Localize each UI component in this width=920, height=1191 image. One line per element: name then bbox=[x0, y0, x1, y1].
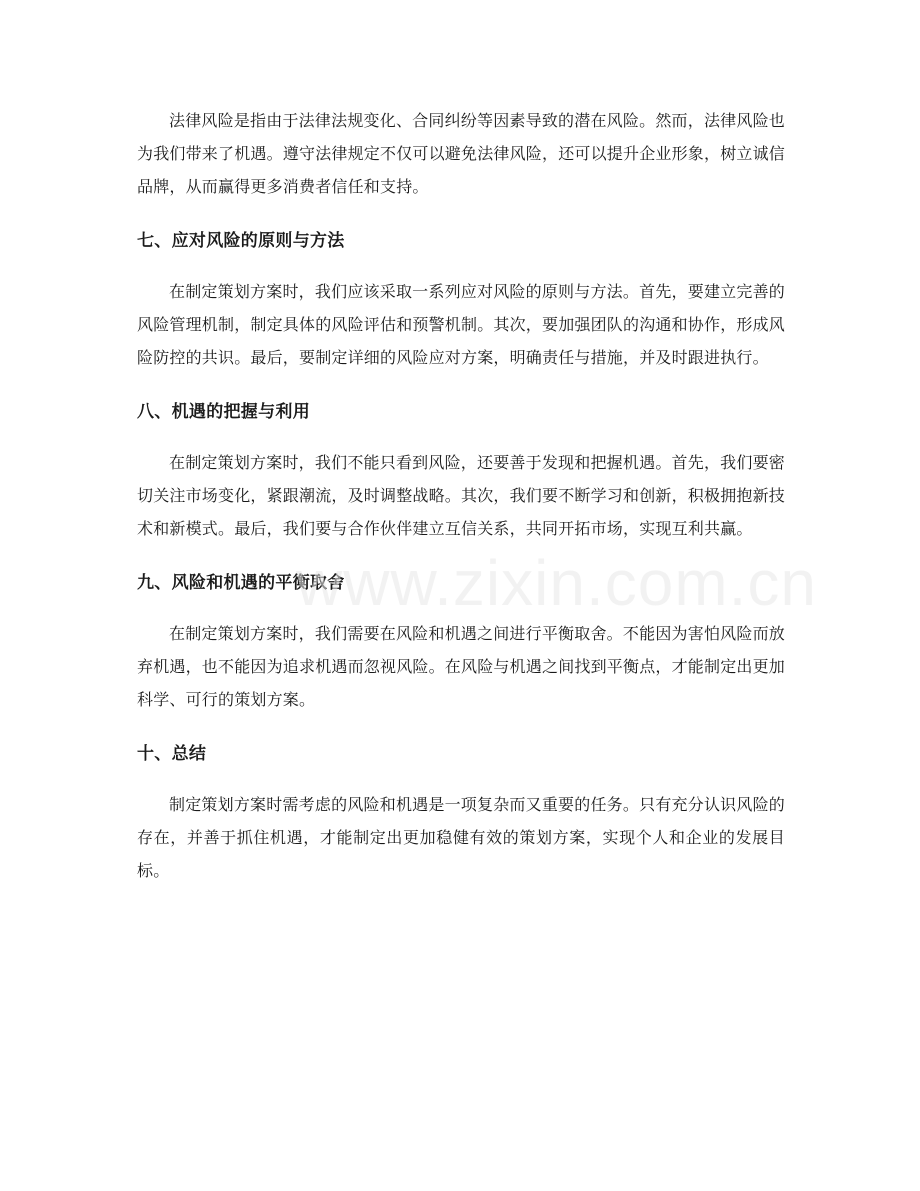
spacer bbox=[137, 374, 785, 396]
document-body bbox=[137, 104, 785, 887]
spacer bbox=[137, 429, 785, 446]
section-heading-9: 九、风险和机遇的平衡取舍 bbox=[137, 573, 345, 593]
section-paragraph-10: 制定策划方案时需考虑的风险和机遇是一项复杂而又重要的任务。只有充分认识风险的存在，并善于抓住机遇，才能制定出更加稳健有效的策划方案，实现个人和企业的发展目标。 bbox=[137, 795, 785, 880]
section-heading-7: 七、应对风险的原则与方法 bbox=[137, 231, 345, 251]
spacer bbox=[137, 545, 785, 567]
watermark-text: www.zixin.com.cn bbox=[296, 547, 817, 619]
spacer bbox=[137, 203, 785, 225]
spacer bbox=[137, 716, 785, 738]
section-heading-8: 八、机遇的把握与利用 bbox=[137, 402, 310, 422]
section-paragraph-9: 在制定策划方案时，我们需要在风险和机遇之间进行平衡取舍。不能因为害怕风险而放弃机遇，也不能因为追求机遇而忽视风险。在风险与机遇之间找到平衡点，才能制定出更加科学、可行的策划方案。 bbox=[137, 624, 786, 709]
spacer bbox=[137, 258, 785, 275]
spacer bbox=[137, 771, 785, 788]
spacer bbox=[137, 600, 785, 617]
section-paragraph-7: 在制定策划方案时，我们应该采取一系列应对风险的原则与方法。首先，要建立完善的风险管理机制，制定具体的风险评估和预警机制。其次，要加强团队的沟通和协作，形成风险防控的共识。最后，要制定详细的风险应对方案，明确责任与措施，并及时跟进执行。 bbox=[137, 282, 786, 367]
section-paragraph-8: 在制定策划方案时，我们不能只看到风险，还要善于发现和把握机遇。首先，我们要密切关注市场变化，紧跟潮流，及时调整战略。其次，我们要不断学习和创新，积极拥抱新技术和新模式。最后，我们要与合作伙伴建立互信关系，共同开拓市场，实现互利共赢。 bbox=[137, 453, 786, 538]
section-heading-10: 十、总结 bbox=[137, 744, 207, 764]
intro-paragraph: 法律风险是指由于法律法规变化、合同纠纷等因素导致的潜在风险。然而，法律风险也为我们带来了机遇。遵守法律规定不仅可以避免法律风险，还可以提升企业形象，树立诚信品牌，从而赢得更多消费者信任和支持。 bbox=[137, 111, 786, 196]
